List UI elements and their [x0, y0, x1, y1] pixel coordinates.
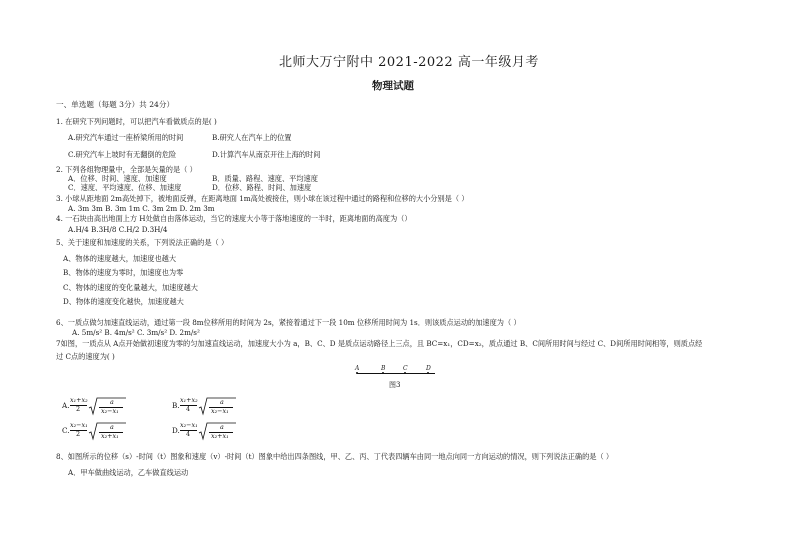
question-4-options: A.H/4 B.3H/8 C.H/2 D.3H/4	[68, 225, 168, 234]
question-5-option-d: D、物体的速度变化越快，加速度越大	[63, 297, 184, 306]
radical-numerator: a	[110, 398, 114, 406]
question-7-option-d	[172, 422, 242, 442]
figure-3-track	[357, 373, 435, 374]
question-6-options: A. 5m/s² B. 4m/s² C. 3m/s² D. 2m/s²	[72, 328, 200, 337]
fraction-numerator: x₂−x₁	[180, 421, 198, 429]
question-8-option-a: A．甲车做曲线运动，乙车做直线运动	[68, 468, 189, 477]
question-5-option-a: A、物体的速度越大，加速度也越大	[63, 254, 177, 263]
question-7-option-c	[62, 422, 132, 442]
exam-subtitle: 物理试题	[372, 80, 414, 92]
radical-denominator: x₂−x₁	[211, 407, 229, 415]
question-8-stem: 8、如图所示的位移（s）-时间（t）图象和速度（v）-时间（t）图象中给出四条图线，甲、乙、丙、丁代表四辆车由同一地点向同一方向运动的情况，则下列说法正确的是（ ）	[56, 452, 614, 461]
question-2-option-b: B．质量、路程、速度、平均速度	[212, 174, 318, 183]
fraction-numerator: x₁+x₂	[70, 396, 88, 404]
question-2-option-d: D．位移、路程、时间、加速度	[212, 183, 312, 192]
fraction-denominator: 2	[76, 430, 81, 438]
question-5-option-c: C、物体的速度的变化量越大，加速度越大	[63, 283, 198, 292]
question-2-option-c: C．速度、平均速度、位移、加速度	[68, 183, 182, 192]
fraction-numerator: x₁+x₂	[180, 396, 198, 404]
figure-3-caption: 图3	[389, 381, 401, 389]
question-3-stem: 3. 小球从距地面 2m高处掉下，被地面反弹，在距离地面 1m高处被接住，则小球在该过程中通过的路程和位移的大小分别是（ ）	[56, 194, 469, 203]
radical-numerator: a	[220, 423, 224, 431]
question-1-option-b: B.研究人在汽车上的位置	[212, 133, 292, 142]
option-letter: D.	[172, 426, 180, 435]
point-c-label: C	[403, 365, 408, 372]
question-4-stem: 4. 一石块由高出地面上方 H处做自由落体运动，当它的速度大小等于落地速度的一半时，距离地面的高度为（）	[56, 214, 412, 223]
question-7-option-b	[172, 397, 242, 417]
question-2-stem: 2. 下列各组物理量中，全部是矢量的是（ ）	[56, 165, 197, 174]
question-2-option-a: A．位移、时间、速度、加速度	[68, 174, 167, 183]
question-1-option-c: C.研究汽车上坡时有无翻倒的危险	[68, 150, 177, 159]
point-d-label: D	[426, 365, 431, 372]
option-letter: B.	[172, 401, 180, 410]
question-7-stem-line-1: 7如图，一质点从 A点开始做初速度为零的匀加速直线运动，加速度大小为 a，B、C、D 是质点运动路径上三点，且 BC=x₁，CD=x₂，质点通过 B、C间所用时间与经过 C、D间所用时间相等，则质点经	[56, 339, 703, 348]
radical-numerator: a	[110, 423, 114, 431]
question-5-option-b: B、物体的速度为零时，加速度也为零	[63, 268, 184, 277]
question-1-stem: 1. 在研究下列问题时，可以把汽车看做质点的是( )	[56, 117, 217, 126]
radical-denominator: x₂+x₁	[101, 432, 119, 440]
question-6-stem: 6、一质点做匀加速直线运动，通过第一段 8m位移所用的时间为 2s，紧接着通过下一段 10m 位移所用时间为 1s．则该质点运动的加速度为（ ）	[56, 318, 521, 327]
question-1-option-d: D.计算汽车从南京开往上海的时间	[212, 150, 321, 159]
point-b-label: B	[381, 365, 386, 372]
question-7-option-a	[62, 397, 132, 417]
fraction-numerator: x₂−x₁	[70, 421, 88, 429]
fraction-denominator: 4	[186, 430, 191, 438]
question-7-stem-line-2: 过 C点的速度为( )	[56, 352, 115, 361]
option-letter: C.	[62, 426, 70, 435]
fraction-denominator: 4	[186, 405, 191, 413]
option-letter: A.	[62, 401, 70, 410]
radical-denominator: x₂+x₁	[211, 432, 229, 440]
fraction-denominator: 2	[76, 405, 81, 413]
question-5-stem: 5、关于速度和加速度的关系，下列说法正确的是（ ）	[56, 238, 229, 247]
question-3-options: A. 3m 3m B. 3m 1m C. 3m 2m D. 2m 3m	[68, 204, 215, 213]
radical-numerator: a	[220, 398, 224, 406]
radical-denominator: x₂−x₁	[101, 407, 119, 415]
section-heading: 一、单选题（每题 3分）共 24分）	[56, 100, 175, 109]
question-1-option-a: A.研究汽车通过一座桥梁所用的时间	[68, 133, 184, 142]
exam-title: 北师大万宁附中 2021-2022 高一年级月考	[279, 55, 539, 70]
point-a-label: A	[355, 365, 360, 372]
